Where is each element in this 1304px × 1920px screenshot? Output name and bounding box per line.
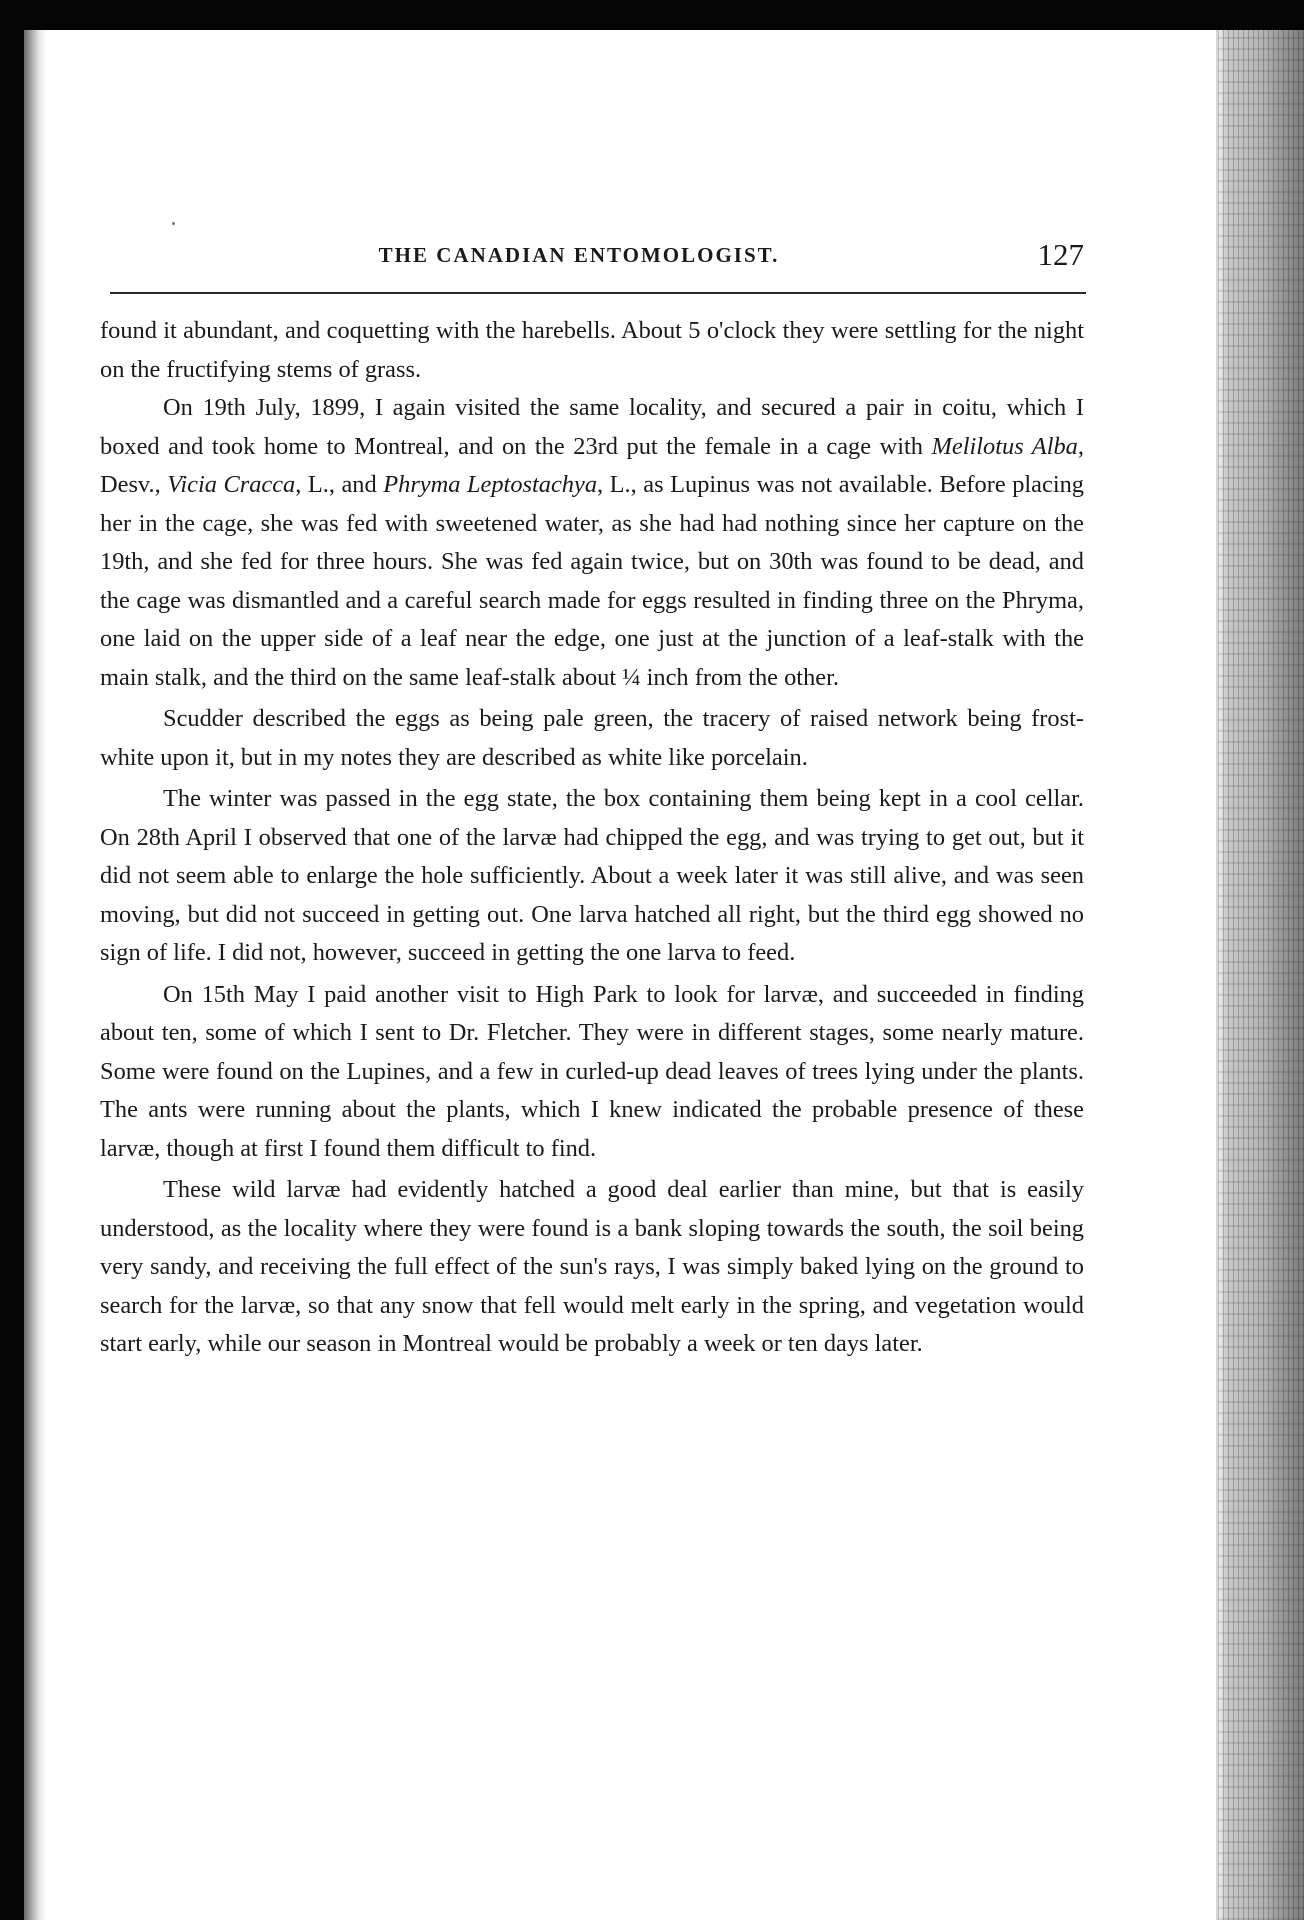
- body-text: [100, 312, 1084, 1364]
- paragraph-2-text-c: , L., and: [295, 471, 384, 498]
- scan-left-border: [0, 0, 24, 1920]
- running-title: THE CANADIAN ENTOMOLOGIST.: [378, 243, 780, 267]
- paragraph-3: Scudder described the eggs as being pale green, the tracery of raised network being frost-white upon it, but in my notes they are described as white like porcelain.: [100, 705, 1084, 771]
- species-phryma: Phryma Leptostachya: [383, 471, 598, 498]
- book-page: [46, 30, 1216, 1920]
- species-vicia: Vicia Cracca: [167, 471, 296, 498]
- page-number: 127: [1037, 237, 1084, 272]
- paragraph-1: found it abundant, and coquetting with the harebells. About 5 o'clock they were settling for the night on the fructifying stems of grass.: [100, 317, 1084, 383]
- paragraph-6: These wild larvæ had evidently hatched a good deal earlier than mine, but that is easily understood, as the locality where they were found is a bank sloping towards the south, the soil being very sandy, and receiving the full effect of the sun's rays, I was simply baked lying on the ground to search for the larvæ, so that any snow that fell would melt early in the spring, and vegetation would start early, while our season in Montreal would be probably a week or ten days later.: [100, 1176, 1084, 1357]
- paragraph-2-text-b: , Desv.,: [100, 432, 1084, 498]
- paragraph-5: On 15th May I paid another visit to High Park to look for larvæ, and succeeded in finding about ten, some of which I sent to Dr. Fletcher. They were in different stages, some nearly mature. Some were found on the Lupines, and a few in curled-up dead leaves of trees lying under the plants. The ants were running about the plants, which I knew indicated the probable presence of these larvæ, though at first I found them difficult to find.: [100, 980, 1084, 1162]
- paragraph-4: The winter was passed in the egg state, the box containing them being kept in a cool cellar. On 28th April I observed that one of the larvæ had chipped the egg, and was trying to get out, but it did not seem able to enlarge the hole sufficiently. About a week later it was still alive, and was seen moving, but did not succeed in getting out. One larva hatched all right, but the third egg showed no sign of life. I did not, however, succeed in getting the one larva to feed.: [100, 785, 1084, 966]
- page-speck: [172, 222, 175, 225]
- paragraph-2: [100, 389, 1084, 697]
- species-melilotus: Melilotus Alba: [931, 432, 1078, 460]
- paragraph-2-text-a: On 19th July, 1899, I again visited the same locality, and secured a pair in coitu, which I boxed and took home to Montreal, and on the 23rd put the female in a cage with: [100, 394, 1084, 460]
- header-rule: [110, 292, 1086, 294]
- page-header: [114, 237, 1084, 277]
- book-page-edges: [1218, 30, 1304, 1920]
- paragraph-2-text-d: , L., as Lupinus was not available. Before placing her in the cage, she was fed with sweetened water, as she had had nothing since her capture on the 19th, and she fed for three hours. She was fed again twice, but on 30th was found to be dead, and the cage was dismantled and a careful search made for eggs resulted in finding three on the Phryma, one laid on the upper side of a leaf near the edge, one just at the junction of a leaf-stalk with the main stalk, and the third on the same leaf-stalk about ¼ inch from the other.: [100, 471, 1085, 691]
- page-gutter-shadow: [24, 30, 46, 1920]
- scan-top-border: [0, 0, 1304, 30]
